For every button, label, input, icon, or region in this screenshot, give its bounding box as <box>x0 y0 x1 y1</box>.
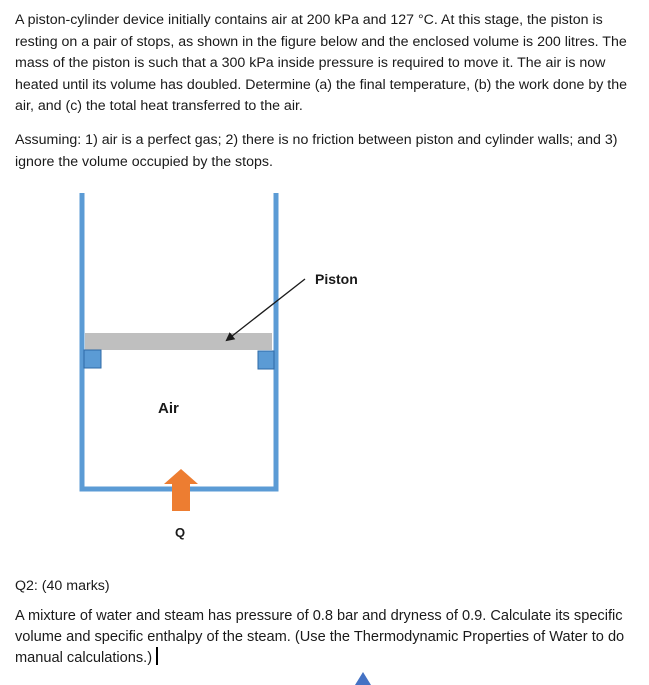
heat-label: Q <box>175 525 186 540</box>
text-cursor <box>156 647 158 665</box>
stop-left <box>84 350 101 368</box>
piston-pointer-line <box>227 279 305 340</box>
stop-right <box>258 351 274 369</box>
scroll-up-marker[interactable] <box>355 672 371 685</box>
q2-question <box>15 606 640 669</box>
q2-heading: Q2: (40 marks) <box>15 578 110 594</box>
piston <box>85 333 272 350</box>
piston-cylinder-figure <box>0 185 400 555</box>
piston-label: Piston <box>315 271 358 287</box>
q2-statement: A mixture of water and steam has pressure of 0.8 bar and dryness of 0.9. Calculate its specific volume and specific enthalpy of the steam. (Use the Thermodynamic Properties of Water to do manual calculations.) <box>15 608 625 666</box>
air-label: Air <box>158 400 179 417</box>
q1-assumptions: Assuming: 1) air is a perfect gas; 2) there is no friction between piston and cylinder walls; and 3) ignore the volume occupied by the stops. <box>15 132 618 170</box>
q1-problem-statement: A piston-cylinder device initially contains air at 200 kPa and 127 °C. At this stage, the piston is resting on a pair of stops, as shown in the figure below and the enclosed volume is 200 litres. The mass of the piston is such that a 300 kPa inside pressure is required to move it. The air is now heated until its volume has doubled. Determine (a) the final temperature, (b) the work done by the air, and (c) the total heat transferred to the air. <box>15 12 627 114</box>
